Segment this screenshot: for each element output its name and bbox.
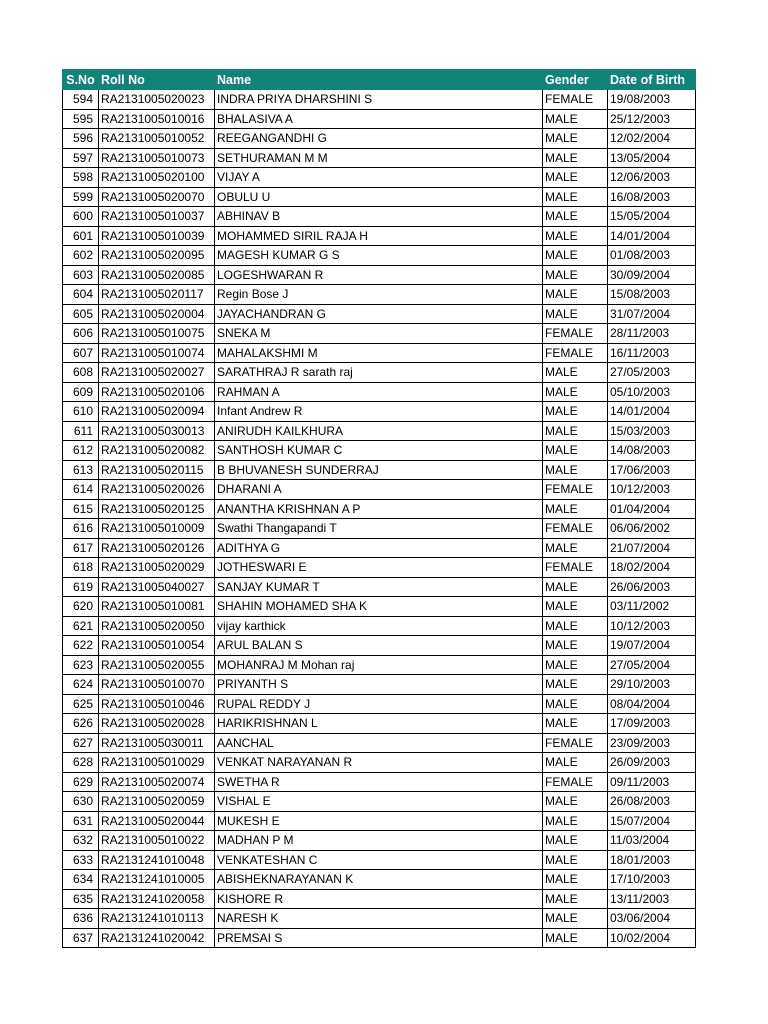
cell-name: OBULU U (215, 187, 543, 207)
cell-gender: MALE (543, 402, 608, 422)
cell-roll-no: RA2131005020029 (99, 558, 215, 578)
cell-sno: 614 (63, 480, 99, 500)
cell-name: ABISHEKNARAYANAN K (215, 870, 543, 890)
cell-roll-no: RA2131005010054 (99, 636, 215, 656)
cell-name: SANJAY KUMAR T (215, 577, 543, 597)
cell-sno: 615 (63, 499, 99, 519)
cell-sno: 623 (63, 655, 99, 675)
cell-gender: MALE (543, 909, 608, 929)
cell-sno: 624 (63, 675, 99, 695)
cell-name: MADHAN P M (215, 831, 543, 851)
table-row (63, 519, 696, 539)
cell-sno: 605 (63, 304, 99, 324)
cell-sno: 611 (63, 421, 99, 441)
cell-name: VENKATESHAN C (215, 850, 543, 870)
cell-roll-no: RA2131005020094 (99, 402, 215, 422)
cell-name: VENKAT NARAYANAN R (215, 753, 543, 773)
cell-date-of-birth: 15/08/2003 (608, 285, 696, 305)
cell-gender: FEMALE (543, 733, 608, 753)
cell-date-of-birth: 15/07/2004 (608, 811, 696, 831)
cell-gender: MALE (543, 363, 608, 383)
table-row (63, 792, 696, 812)
cell-roll-no: RA2131005010046 (99, 694, 215, 714)
cell-sno: 629 (63, 772, 99, 792)
cell-sno: 596 (63, 129, 99, 149)
cell-roll-no: RA2131241010113 (99, 909, 215, 929)
cell-roll-no: RA2131005040027 (99, 577, 215, 597)
cell-date-of-birth: 14/08/2003 (608, 441, 696, 461)
cell-name: HARIKRISHNAN L (215, 714, 543, 734)
cell-sno: 621 (63, 616, 99, 636)
cell-date-of-birth: 17/10/2003 (608, 870, 696, 890)
cell-gender: MALE (543, 850, 608, 870)
table-row (63, 382, 696, 402)
header-row (63, 70, 696, 90)
cell-name: ABHINAV B (215, 207, 543, 227)
cell-roll-no: RA2131005010029 (99, 753, 215, 773)
cell-sno: 622 (63, 636, 99, 656)
cell-sno: 628 (63, 753, 99, 773)
cell-gender: MALE (543, 714, 608, 734)
table-row (63, 285, 696, 305)
cell-gender: MALE (543, 616, 608, 636)
cell-sno: 612 (63, 441, 99, 461)
cell-name: VISHAL E (215, 792, 543, 812)
cell-gender: MALE (543, 675, 608, 695)
cell-gender: MALE (543, 792, 608, 812)
cell-roll-no: RA2131005010039 (99, 226, 215, 246)
cell-name: AANCHAL (215, 733, 543, 753)
cell-roll-no: RA2131005020082 (99, 441, 215, 461)
cell-name: JOTHESWARI E (215, 558, 543, 578)
cell-date-of-birth: 14/01/2004 (608, 226, 696, 246)
cell-sno: 613 (63, 460, 99, 480)
cell-sno: 627 (63, 733, 99, 753)
cell-gender: MALE (543, 109, 608, 129)
cell-roll-no: RA2131005010070 (99, 675, 215, 695)
cell-gender: MALE (543, 753, 608, 773)
cell-name: ARUL BALAN S (215, 636, 543, 656)
cell-gender: MALE (543, 597, 608, 617)
cell-sno: 634 (63, 870, 99, 890)
cell-sno: 636 (63, 909, 99, 929)
cell-roll-no: RA2131005020059 (99, 792, 215, 812)
cell-roll-no: RA2131005020004 (99, 304, 215, 324)
cell-sno: 601 (63, 226, 99, 246)
cell-gender: MALE (543, 207, 608, 227)
cell-sno: 620 (63, 597, 99, 617)
cell-roll-no: RA2131005030011 (99, 733, 215, 753)
cell-sno: 607 (63, 343, 99, 363)
cell-roll-no: RA2131005020074 (99, 772, 215, 792)
cell-name: MOHAMMED SIRIL RAJA H (215, 226, 543, 246)
table-row (63, 226, 696, 246)
table-row (63, 460, 696, 480)
header-name: Name (215, 70, 543, 90)
cell-sno: 616 (63, 519, 99, 539)
cell-roll-no: RA2131005020115 (99, 460, 215, 480)
cell-date-of-birth: 26/06/2003 (608, 577, 696, 597)
cell-gender: FEMALE (543, 343, 608, 363)
cell-sno: 599 (63, 187, 99, 207)
table-row (63, 324, 696, 344)
table-row (63, 343, 696, 363)
cell-date-of-birth: 23/09/2003 (608, 733, 696, 753)
cell-roll-no: RA2131005020085 (99, 265, 215, 285)
cell-date-of-birth: 18/02/2004 (608, 558, 696, 578)
cell-gender: FEMALE (543, 519, 608, 539)
cell-date-of-birth: 01/08/2003 (608, 246, 696, 266)
cell-sno: 618 (63, 558, 99, 578)
cell-date-of-birth: 14/01/2004 (608, 402, 696, 422)
cell-name: MAGESH KUMAR G S (215, 246, 543, 266)
cell-roll-no: RA2131005020026 (99, 480, 215, 500)
table-row (63, 636, 696, 656)
header-date-of-birth: Date of Birth (608, 70, 696, 90)
cell-date-of-birth: 17/09/2003 (608, 714, 696, 734)
cell-roll-no: RA2131005020023 (99, 90, 215, 110)
cell-sno: 606 (63, 324, 99, 344)
cell-gender: FEMALE (543, 324, 608, 344)
cell-gender: MALE (543, 187, 608, 207)
cell-roll-no: RA2131005020055 (99, 655, 215, 675)
cell-sno: 604 (63, 285, 99, 305)
header-sno: S.No (63, 70, 99, 90)
cell-gender: MALE (543, 168, 608, 188)
cell-date-of-birth: 10/02/2004 (608, 928, 696, 948)
cell-date-of-birth: 09/11/2003 (608, 772, 696, 792)
cell-sno: 602 (63, 246, 99, 266)
table-header (63, 70, 696, 90)
cell-sno: 630 (63, 792, 99, 812)
cell-date-of-birth: 26/09/2003 (608, 753, 696, 773)
cell-gender: MALE (543, 148, 608, 168)
table-row (63, 831, 696, 851)
cell-gender: MALE (543, 577, 608, 597)
table-row (63, 675, 696, 695)
table-row (63, 246, 696, 266)
cell-roll-no: RA2131005010037 (99, 207, 215, 227)
cell-roll-no: RA2131005020070 (99, 187, 215, 207)
cell-name: B BHUVANESH SUNDERRAJ (215, 460, 543, 480)
cell-name: Regin Bose J (215, 285, 543, 305)
cell-roll-no: RA2131005010016 (99, 109, 215, 129)
cell-roll-no: RA2131241020058 (99, 889, 215, 909)
table-row (63, 655, 696, 675)
table-row (63, 889, 696, 909)
cell-date-of-birth: 12/02/2004 (608, 129, 696, 149)
cell-gender: FEMALE (543, 558, 608, 578)
cell-roll-no: RA2131005020027 (99, 363, 215, 383)
cell-date-of-birth: 15/03/2003 (608, 421, 696, 441)
cell-date-of-birth: 16/11/2003 (608, 343, 696, 363)
cell-name: KISHORE R (215, 889, 543, 909)
cell-date-of-birth: 31/07/2004 (608, 304, 696, 324)
cell-name: SARATHRAJ R sarath raj (215, 363, 543, 383)
cell-date-of-birth: 21/07/2004 (608, 538, 696, 558)
table-row (63, 753, 696, 773)
cell-roll-no: RA2131241020042 (99, 928, 215, 948)
cell-date-of-birth: 03/11/2002 (608, 597, 696, 617)
cell-sno: 609 (63, 382, 99, 402)
table-row (63, 928, 696, 948)
table-row (63, 558, 696, 578)
table-row (63, 109, 696, 129)
cell-date-of-birth: 13/05/2004 (608, 148, 696, 168)
cell-date-of-birth: 26/08/2003 (608, 792, 696, 812)
table-row (63, 265, 696, 285)
table-row (63, 538, 696, 558)
cell-roll-no: RA2131005010073 (99, 148, 215, 168)
cell-name: MUKESH E (215, 811, 543, 831)
cell-name: RUPAL REDDY J (215, 694, 543, 714)
cell-gender: MALE (543, 441, 608, 461)
cell-date-of-birth: 25/12/2003 (608, 109, 696, 129)
cell-gender: MALE (543, 694, 608, 714)
cell-name: vijay karthick (215, 616, 543, 636)
cell-sno: 626 (63, 714, 99, 734)
cell-date-of-birth: 05/10/2003 (608, 382, 696, 402)
cell-name: SNEKA M (215, 324, 543, 344)
cell-gender: MALE (543, 636, 608, 656)
cell-gender: MALE (543, 382, 608, 402)
cell-date-of-birth: 18/01/2003 (608, 850, 696, 870)
cell-gender: MALE (543, 538, 608, 558)
cell-gender: FEMALE (543, 772, 608, 792)
cell-sno: 597 (63, 148, 99, 168)
cell-roll-no: RA2131005010022 (99, 831, 215, 851)
table-row (63, 207, 696, 227)
cell-roll-no: RA2131005020028 (99, 714, 215, 734)
cell-roll-no: RA2131005020117 (99, 285, 215, 305)
cell-name: INDRA PRIYA DHARSHINI S (215, 90, 543, 110)
cell-sno: 625 (63, 694, 99, 714)
cell-name: RAHMAN A (215, 382, 543, 402)
table-row (63, 850, 696, 870)
cell-date-of-birth: 27/05/2004 (608, 655, 696, 675)
cell-name: SHAHIN MOHAMED SHA K (215, 597, 543, 617)
cell-sno: 631 (63, 811, 99, 831)
cell-date-of-birth: 19/07/2004 (608, 636, 696, 656)
cell-sno: 632 (63, 831, 99, 851)
cell-gender: MALE (543, 889, 608, 909)
cell-date-of-birth: 01/04/2004 (608, 499, 696, 519)
cell-sno: 619 (63, 577, 99, 597)
cell-date-of-birth: 29/10/2003 (608, 675, 696, 695)
header-gender: Gender (543, 70, 608, 90)
cell-sno: 595 (63, 109, 99, 129)
cell-roll-no: RA2131005020095 (99, 246, 215, 266)
table-row (63, 577, 696, 597)
cell-sno: 617 (63, 538, 99, 558)
cell-gender: MALE (543, 499, 608, 519)
table-row (63, 421, 696, 441)
cell-roll-no: RA2131241010005 (99, 870, 215, 890)
cell-date-of-birth: 16/08/2003 (608, 187, 696, 207)
student-table (62, 69, 696, 948)
table-row (63, 148, 696, 168)
cell-name: BHALASIVA A (215, 109, 543, 129)
cell-date-of-birth: 11/03/2004 (608, 831, 696, 851)
table-row (63, 129, 696, 149)
cell-roll-no: RA2131005030013 (99, 421, 215, 441)
cell-date-of-birth: 10/12/2003 (608, 480, 696, 500)
cell-name: MAHALAKSHMI M (215, 343, 543, 363)
cell-sno: 608 (63, 363, 99, 383)
cell-gender: MALE (543, 870, 608, 890)
cell-date-of-birth: 03/06/2004 (608, 909, 696, 929)
cell-gender: MALE (543, 304, 608, 324)
cell-gender: MALE (543, 928, 608, 948)
student-list-sheet (62, 69, 695, 948)
table-row (63, 772, 696, 792)
cell-name: REEGANGANDHI G (215, 129, 543, 149)
cell-name: SWETHA R (215, 772, 543, 792)
table-row (63, 187, 696, 207)
cell-name: DHARANI A (215, 480, 543, 500)
cell-name: ANIRUDH KAILKHURA (215, 421, 543, 441)
cell-name: NARESH K (215, 909, 543, 929)
cell-roll-no: RA2131005010075 (99, 324, 215, 344)
cell-roll-no: RA2131005020100 (99, 168, 215, 188)
table-row (63, 441, 696, 461)
cell-date-of-birth: 15/05/2004 (608, 207, 696, 227)
table-row (63, 733, 696, 753)
cell-name: Infant Andrew R (215, 402, 543, 422)
cell-name: MOHANRAJ M Mohan raj (215, 655, 543, 675)
cell-sno: 635 (63, 889, 99, 909)
cell-roll-no: RA2131005010009 (99, 519, 215, 539)
table-row (63, 402, 696, 422)
cell-name: SETHURAMAN M M (215, 148, 543, 168)
cell-gender: FEMALE (543, 480, 608, 500)
cell-name: Swathi Thangapandi T (215, 519, 543, 539)
cell-roll-no: RA2131241010048 (99, 850, 215, 870)
cell-date-of-birth: 27/05/2003 (608, 363, 696, 383)
header-roll-no: Roll No (99, 70, 215, 90)
cell-gender: MALE (543, 460, 608, 480)
cell-gender: FEMALE (543, 90, 608, 110)
table-row (63, 480, 696, 500)
table-row (63, 909, 696, 929)
table-row (63, 304, 696, 324)
cell-date-of-birth: 06/06/2002 (608, 519, 696, 539)
table-body (63, 90, 696, 948)
cell-roll-no: RA2131005020106 (99, 382, 215, 402)
cell-date-of-birth: 13/11/2003 (608, 889, 696, 909)
cell-gender: MALE (543, 226, 608, 246)
cell-sno: 610 (63, 402, 99, 422)
cell-roll-no: RA2131005010081 (99, 597, 215, 617)
table-row (63, 714, 696, 734)
cell-roll-no: RA2131005010052 (99, 129, 215, 149)
cell-date-of-birth: 17/06/2003 (608, 460, 696, 480)
cell-roll-no: RA2131005020126 (99, 538, 215, 558)
cell-gender: MALE (543, 265, 608, 285)
cell-sno: 594 (63, 90, 99, 110)
cell-name: LOGESHWARAN R (215, 265, 543, 285)
cell-name: ANANTHA KRISHNAN A P (215, 499, 543, 519)
cell-sno: 633 (63, 850, 99, 870)
cell-date-of-birth: 28/11/2003 (608, 324, 696, 344)
cell-name: PREMSAI S (215, 928, 543, 948)
cell-sno: 603 (63, 265, 99, 285)
cell-date-of-birth: 12/06/2003 (608, 168, 696, 188)
cell-name: VIJAY A (215, 168, 543, 188)
cell-date-of-birth: 10/12/2003 (608, 616, 696, 636)
table-row (63, 870, 696, 890)
cell-sno: 637 (63, 928, 99, 948)
table-row (63, 168, 696, 188)
cell-roll-no: RA2131005010074 (99, 343, 215, 363)
table-row (63, 616, 696, 636)
cell-gender: MALE (543, 655, 608, 675)
cell-gender: MALE (543, 421, 608, 441)
table-row (63, 811, 696, 831)
cell-date-of-birth: 30/09/2004 (608, 265, 696, 285)
cell-roll-no: RA2131005020125 (99, 499, 215, 519)
cell-gender: MALE (543, 246, 608, 266)
cell-gender: MALE (543, 129, 608, 149)
cell-gender: MALE (543, 285, 608, 305)
cell-gender: MALE (543, 831, 608, 851)
cell-roll-no: RA2131005020050 (99, 616, 215, 636)
cell-name: JAYACHANDRAN G (215, 304, 543, 324)
table-row (63, 597, 696, 617)
cell-sno: 598 (63, 168, 99, 188)
table-row (63, 694, 696, 714)
table-row (63, 499, 696, 519)
cell-sno: 600 (63, 207, 99, 227)
table-row (63, 363, 696, 383)
cell-gender: MALE (543, 811, 608, 831)
cell-roll-no: RA2131005020044 (99, 811, 215, 831)
cell-date-of-birth: 08/04/2004 (608, 694, 696, 714)
cell-name: SANTHOSH KUMAR C (215, 441, 543, 461)
cell-name: PRIYANTH S (215, 675, 543, 695)
cell-date-of-birth: 19/08/2003 (608, 90, 696, 110)
table-row (63, 90, 696, 110)
cell-name: ADITHYA G (215, 538, 543, 558)
